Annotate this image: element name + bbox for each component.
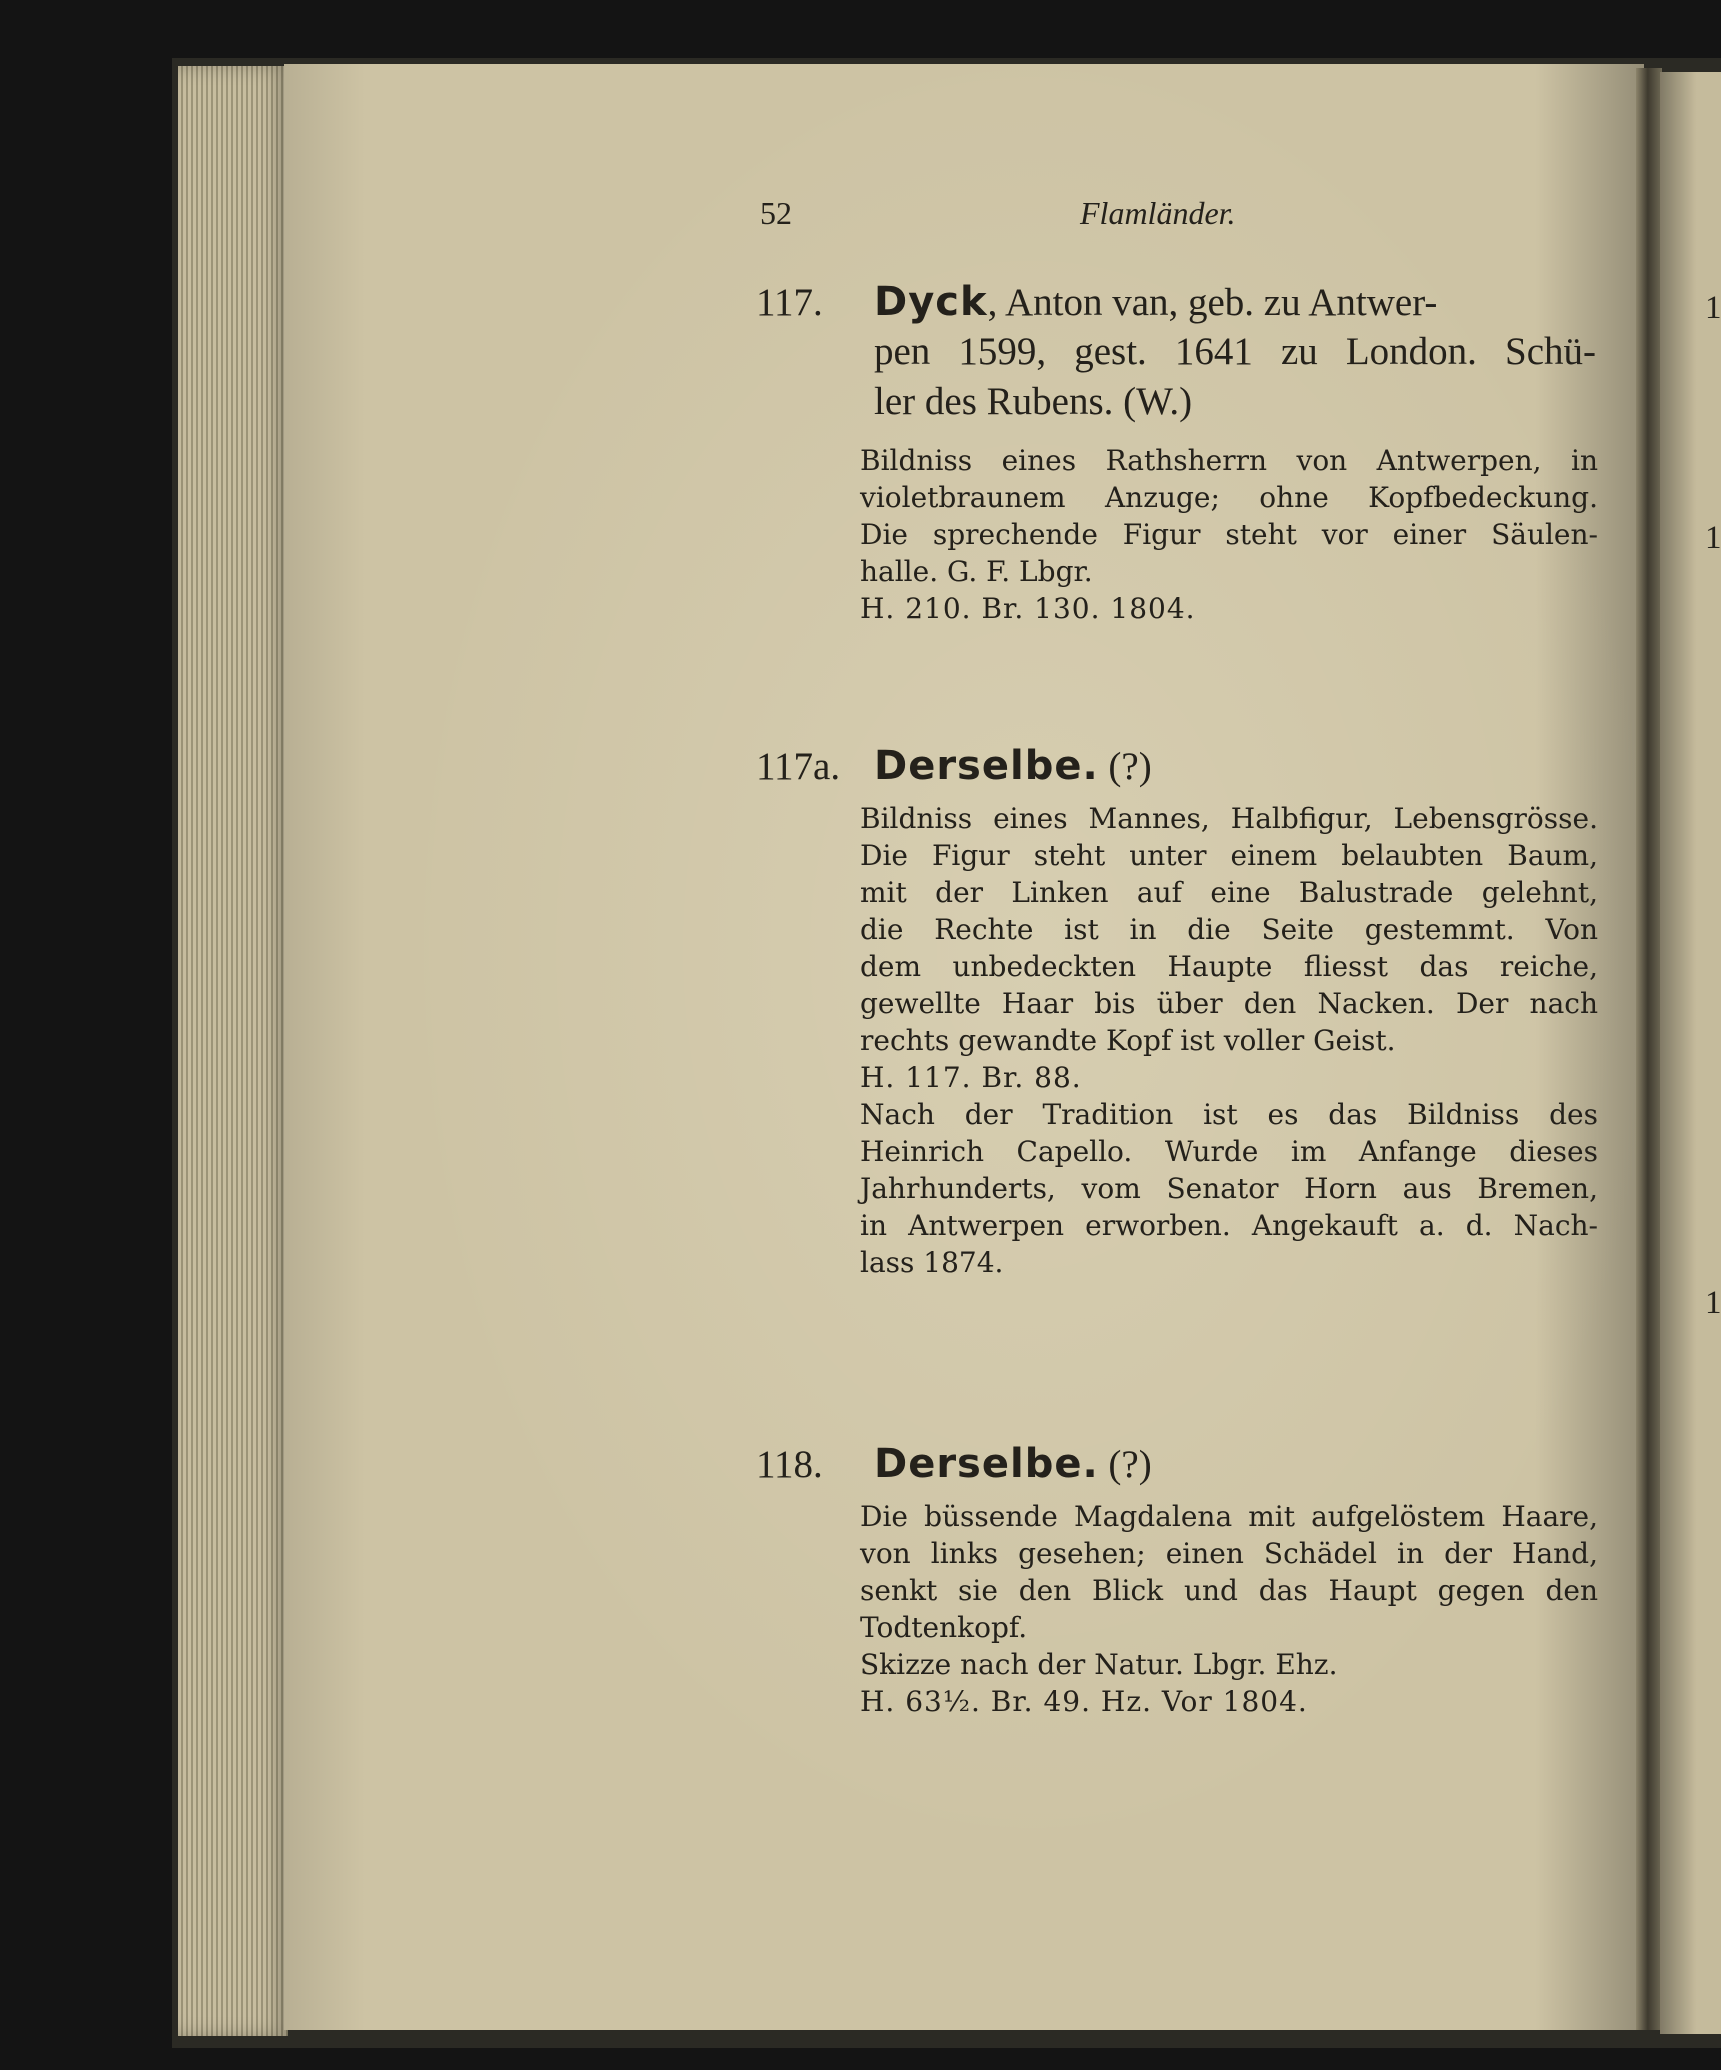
artist-name: Dyck: [874, 279, 988, 325]
entry-description: [860, 1500, 1598, 1718]
facing-page-number: 1: [1705, 520, 1721, 556]
description-line: Die büssende Magdalena mit aufgelöstem Haare,: [860, 1500, 1598, 1533]
entry-number: 118.: [756, 1443, 823, 1486]
artist-name: Derselbe.: [874, 1441, 1099, 1487]
heading-text: (?): [1098, 745, 1152, 788]
description-line: rechts gewandte Kopf ist voller Geist.: [860, 1024, 1396, 1057]
entry-description: [860, 444, 1598, 625]
description-line: halle. G. F. Lbgr.: [860, 555, 1093, 588]
description-line: violetbraunem Anzuge; ohne Kopfbedeckung.: [860, 481, 1598, 514]
entry-description: [860, 802, 1598, 1279]
dimensions-line: H. 63½. Br. 49. Hz. Vor 1804.: [860, 1685, 1308, 1718]
entry-number: 117a.: [756, 745, 841, 788]
heading-text: (?): [1098, 1443, 1152, 1486]
entry-heading: [874, 742, 1596, 791]
entry-number: 117.: [756, 281, 823, 324]
description-line: Die Figur steht unter einem belaubten Baum,: [860, 839, 1598, 872]
heading-line: ler des Rubens. (W.): [874, 380, 1193, 423]
book-gutter: [1636, 68, 1662, 2030]
entry-heading: [874, 278, 1596, 327]
description-line: in Antwerpen erworben. Angekauft a. d. Nach-: [860, 1209, 1598, 1242]
page-edges: [178, 66, 288, 2036]
description-line: Bildniss eines Rathsherrn von Antwerpen, in: [860, 444, 1598, 477]
description-line: dem unbedeckten Haupte fliesst das reiche,: [860, 950, 1598, 983]
description-line: Heinrich Capello. Wurde im Anfange dieses: [860, 1135, 1598, 1168]
heading-line: pen 1599, gest. 1641 zu London. Schü-: [874, 330, 1596, 373]
description-line: Die sprechende Figur steht vor einer Säulen-: [860, 518, 1598, 551]
description-line: Todtenkopf.: [860, 1611, 1028, 1644]
description-line: lass 1874.: [860, 1246, 1004, 1279]
description-line: Bildniss eines Mannes, Halbfigur, Lebensgrösse.: [860, 802, 1598, 835]
description-line: Nach der Tradition ist es das Bildniss des: [860, 1098, 1598, 1131]
page-number: 52: [760, 195, 792, 231]
description-line: von links gesehen; einen Schädel in der Hand,: [860, 1537, 1598, 1570]
description-line: senkt sie den Blick und das Haupt gegen den: [860, 1574, 1598, 1607]
heading-text: , Anton van, geb. zu Antwer-: [987, 281, 1438, 324]
facing-page-number: 1: [1705, 290, 1721, 326]
running-title: Flamländer.: [1080, 195, 1236, 231]
description-line: mit der Linken auf eine Balustrade gelehnt,: [860, 876, 1598, 909]
facing-page-number: 1: [1705, 1285, 1721, 1321]
dimensions-line: H. 210. Br. 130. 1804.: [860, 592, 1196, 625]
description-line: die Rechte ist in die Seite gestemmt. Von: [860, 913, 1598, 946]
description-line: Skizze nach der Natur. Lbgr. Ehz.: [860, 1648, 1338, 1681]
artist-name: Derselbe.: [874, 743, 1099, 789]
entry-heading: [874, 1440, 1596, 1489]
description-line: Jahrhunderts, vom Senator Horn aus Bremen,: [860, 1172, 1598, 1205]
dimensions-line: H. 117. Br. 88.: [860, 1061, 1082, 1094]
facing-page: [1660, 72, 1721, 2034]
description-line: gewellte Haar bis über den Nacken. Der nach: [860, 987, 1598, 1020]
